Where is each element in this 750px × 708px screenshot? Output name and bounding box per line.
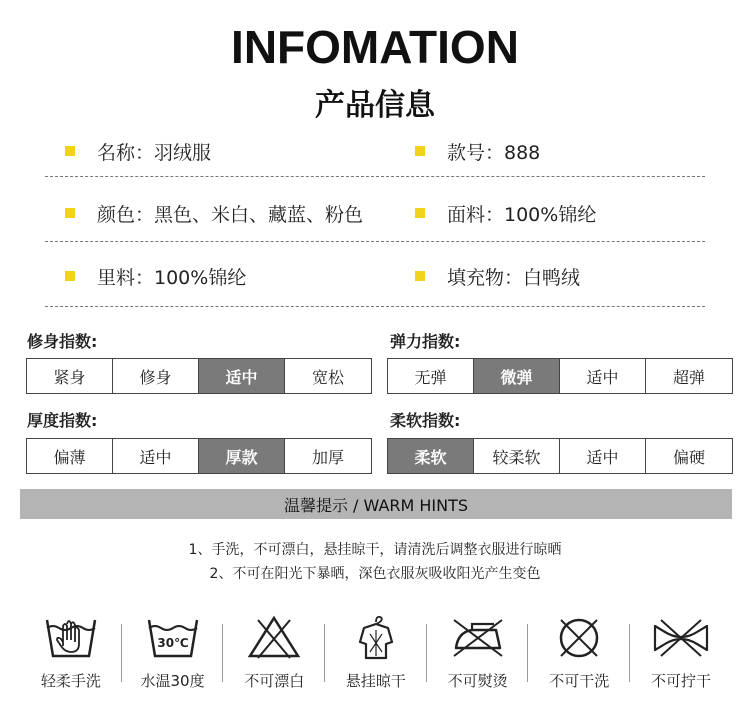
fit-option: 修身 (113, 359, 199, 393)
thickness-index-options (26, 438, 372, 474)
care-label: 不可漂白 (244, 672, 305, 690)
care-label: 水温30度 (140, 672, 205, 690)
warm-hints-bar (20, 489, 732, 519)
no-bleach-icon (246, 612, 302, 662)
hang-dry-icon (348, 612, 404, 662)
thickness-option: 偏薄 (27, 439, 113, 473)
hint-line-1: 1、手洗，不可漂白，悬挂晾干，请清洗后调整衣服进行晾晒 (188, 542, 562, 558)
bullet-icon (65, 146, 75, 156)
temperature-text: 30℃ (156, 636, 189, 650)
info-text: 填充物：白鸭绒 (447, 266, 581, 289)
no-iron-icon (450, 612, 506, 662)
fit-option: 紧身 (27, 359, 113, 393)
warm-hints-title: 温馨提示 / WARM HINTS (283, 495, 469, 515)
info-item-fabric (395, 183, 596, 243)
fit-index-options (26, 358, 372, 394)
no-dry-clean-icon (551, 612, 607, 662)
wash-30-icon (145, 612, 201, 662)
care-item-no-wring (630, 600, 732, 700)
divider (45, 306, 705, 307)
care-label: 轻柔手洗 (40, 672, 101, 690)
info-item-color (45, 183, 363, 243)
fit-option: 宽松 (285, 359, 371, 393)
care-item-hand-wash (20, 600, 122, 700)
hint-line-2: 2、不可在阳光下暴晒，深色衣服灰吸收阳光产生变色 (209, 566, 541, 582)
care-item-no-dry-clean (528, 600, 630, 700)
care-label: 不可干洗 (549, 672, 610, 690)
thickness-option: 适中 (113, 439, 199, 473)
softness-index-options (387, 438, 733, 474)
bullet-icon (415, 146, 425, 156)
thickness-option: 厚款 (199, 439, 285, 473)
elasticity-index-title: 弹力指数: (390, 332, 461, 351)
no-wring-icon (649, 612, 713, 662)
info-text: 里料：100%锦纶 (97, 266, 247, 289)
softness-option: 柔软 (388, 439, 474, 473)
elasticity-option: 超弹 (646, 359, 732, 393)
page-title: INFOMATION (231, 21, 519, 73)
care-item-no-iron (427, 600, 529, 700)
softness-option: 适中 (560, 439, 646, 473)
elasticity-option: 无弹 (388, 359, 474, 393)
page-subtitle: 产品信息 (315, 88, 435, 123)
info-text: 款号：888 (447, 141, 541, 164)
softness-option: 偏硬 (646, 439, 732, 473)
care-label: 悬挂晾干 (345, 672, 406, 690)
thickness-option: 加厚 (285, 439, 371, 473)
divider (45, 241, 705, 242)
care-label: 不可拧干 (650, 672, 711, 690)
bullet-icon (415, 208, 425, 218)
softness-option: 较柔软 (474, 439, 560, 473)
bullet-icon (65, 271, 75, 281)
info-item-filling (395, 246, 580, 306)
elasticity-index-options (387, 358, 733, 394)
elasticity-option: 适中 (560, 359, 646, 393)
softness-index-title: 柔软指数: (390, 411, 461, 430)
bullet-icon (65, 208, 75, 218)
care-item-no-bleach (223, 600, 325, 700)
info-text: 面料：100%锦纶 (447, 203, 597, 226)
care-item-hang-dry (325, 600, 427, 700)
info-row-2 (45, 183, 705, 243)
elasticity-option: 微弹 (474, 359, 560, 393)
info-item-name (45, 121, 211, 181)
care-item-wash-30 (122, 600, 224, 700)
info-text: 颜色：黑色、米白、藏蓝、粉色 (97, 203, 364, 226)
info-text: 名称：羽绒服 (97, 141, 212, 164)
info-item-lining (45, 246, 246, 306)
care-label: 不可熨烫 (447, 672, 508, 690)
info-item-style-number (395, 121, 540, 181)
fit-option: 适中 (199, 359, 285, 393)
fit-index-title: 修身指数: (27, 332, 98, 351)
thickness-index-title: 厚度指数: (27, 411, 98, 430)
hand-wash-icon (43, 612, 99, 662)
care-instructions (20, 600, 732, 700)
divider (45, 176, 705, 177)
info-row-3 (45, 246, 705, 306)
bullet-icon (415, 271, 425, 281)
info-row-1 (45, 121, 705, 181)
